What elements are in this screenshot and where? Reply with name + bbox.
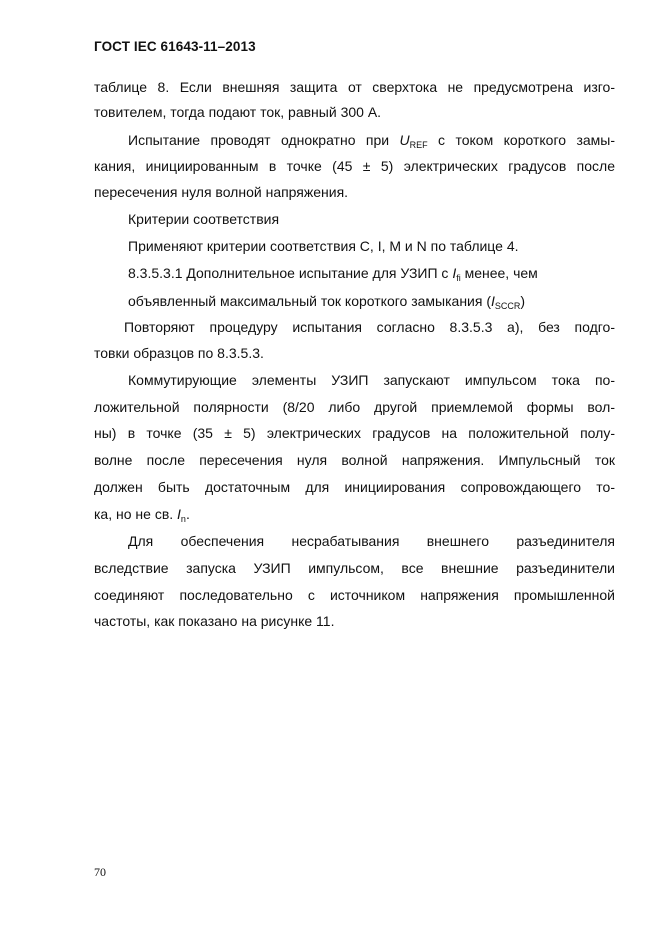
section-heading: Критерии соответствия: [128, 211, 280, 227]
text-line: Коммутирующие элементы УЗИП запускают импульсом тока по-: [128, 372, 615, 388]
subsection-heading: [128, 292, 525, 310]
text-line: таблице 8. Если внешняя защита от сверхтока не предусмотрена изго-: [94, 79, 615, 95]
text-line: [128, 131, 615, 149]
subscript-ref: REF: [409, 140, 428, 150]
standard-title: ГОСТ IEC 61643-11–2013: [94, 39, 256, 54]
page-number: 70: [94, 865, 106, 879]
text-line: Для обеспечения несрабатывания внешнего разъединителя: [128, 533, 615, 549]
text-fragment: с током короткого замы-: [427, 132, 616, 148]
text-fragment: 8.3.5.3.1 Дополнительное испытание для УЗИП с: [128, 265, 453, 281]
symbol-i: I: [177, 506, 181, 522]
text-fragment: Испытание проводят однократно при: [128, 132, 400, 148]
text-line: должен быть достаточным для инициирования сопровождающего то-: [94, 479, 615, 495]
text-line: пересечения нуля волной напряжения.: [94, 184, 349, 200]
text-line: волне после пересечения нуля волной напряжения. Импульсный ток: [94, 452, 615, 468]
text-line: вследствие запуска УЗИП импульсом, все внешние разъединители: [94, 560, 615, 576]
subsection-heading: [128, 264, 538, 282]
symbol-u: U: [399, 132, 410, 148]
text-line: товки образцов по 8.3.5.3.: [94, 345, 264, 361]
text-line: ны) в точке (35 ± 5) электрических градусов на положительной полу-: [94, 425, 615, 441]
text-fragment: менее, чем: [460, 265, 538, 281]
text-line: Применяют критерии соответствия С, I, M и N по таблице 4.: [128, 238, 519, 254]
subscript-n: n: [180, 514, 186, 524]
text-line: товителем, тогда подают ток, равный 300 А.: [94, 104, 382, 120]
text-line: частоты, как показано на рисунке 11.: [94, 613, 335, 629]
text-fragment: ка, но не св.: [94, 506, 178, 522]
text-line: [94, 505, 190, 523]
subscript-sccr: SCCR: [494, 301, 521, 311]
symbol-i: I: [452, 265, 457, 281]
text-fragment: объявленный максимальный ток короткого замыкания (: [128, 293, 492, 309]
text-line: кания, инициированным в точке (45 ± 5) электрических градусов после: [94, 158, 615, 174]
text-fragment: .: [185, 506, 190, 522]
text-fragment: ): [520, 293, 526, 309]
subscript-fi: fi: [456, 273, 461, 283]
text-line: соединяют последовательно с источником напряжения промышленной: [94, 587, 615, 603]
symbol-i: I: [491, 293, 495, 309]
text-line: Повторяют процедуру испытания согласно 8.3.5.3 a), без подго-: [124, 319, 615, 335]
text-line: ложительной полярности (8/20 либо другой приемлемой формы вол-: [94, 399, 615, 415]
